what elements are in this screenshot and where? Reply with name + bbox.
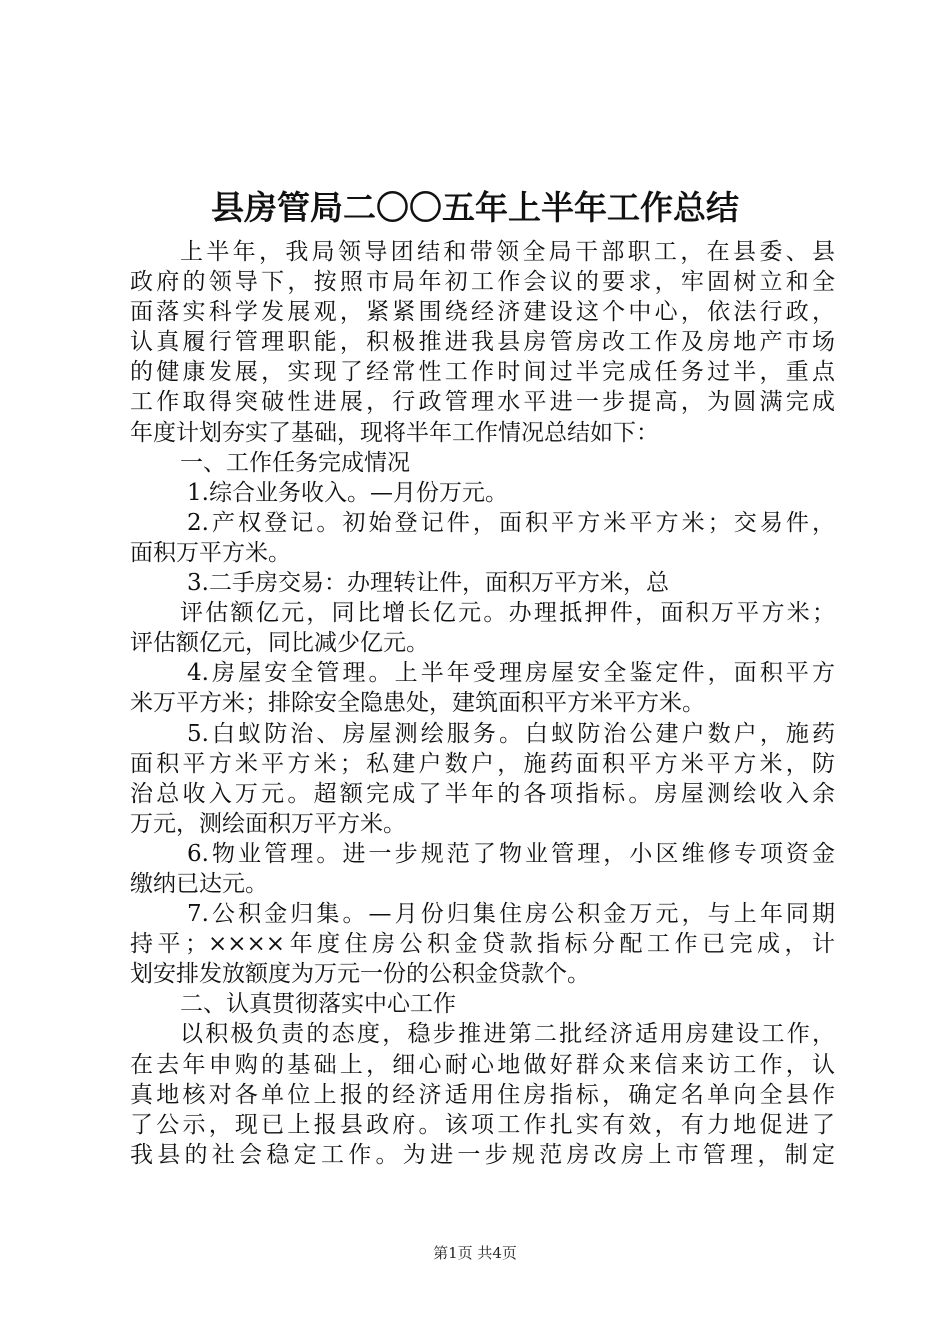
text-line: 米万平方米；排除安全隐患处，建筑面积平方米平方米。 — [130, 690, 705, 717]
text-line: 治总收入万元。超额完成了半年的各项指标。房屋测绘收入余 — [130, 780, 835, 807]
text-line: 缴纳已达元。 — [130, 870, 268, 897]
text-line: 评估额亿元，同比减少亿元。 — [130, 630, 429, 657]
text-line: 工作取得突破性进展，行政管理水平进一步提高，为圆满完成 — [130, 389, 835, 416]
text-line: 了公示，现已上报县政府。该项工作扎实有效，有力地促进了 — [130, 1111, 835, 1138]
text-line: 上半年，我局领导团结和带领全局干部职工，在县委、县 — [180, 239, 835, 265]
page-footer: 第1页 共4页 — [433, 1244, 517, 1262]
text-line: 二、认真贯彻落实中心工作 — [180, 991, 456, 1018]
text-line: 4.房屋安全管理。上半年受理房屋安全鉴定件，面积平方 — [187, 660, 835, 687]
text-line: 万元，测绘面积万平方米。 — [130, 810, 406, 837]
text-line: 年度计划夯实了基础，现将半年工作情况总结如下： — [130, 419, 659, 446]
text-line: 1.综合业务收入。—月份万元。 — [187, 479, 508, 506]
text-line: 在去年申购的基础上，细心耐心地做好群众来信来访工作，认 — [130, 1051, 835, 1078]
document-body — [130, 237, 835, 1170]
text-line: 评估额亿元，同比增长亿元。办理抵押件，面积万平方米； — [180, 600, 835, 627]
text-line: 6.物业管理。进一步规范了物业管理，小区维修专项资金 — [187, 840, 835, 867]
text-line: 面落实科学发展观，紧紧围绕经济建设这个中心，依法行政， — [130, 299, 835, 326]
text-line: 2.产权登记。初始登记件，面积平方米平方米；交易件， — [187, 509, 835, 536]
text-line: 7.公积金归集。—月份归集住房公积金万元，与上年同期 — [187, 901, 835, 928]
text-line: 一、工作任务完成情况 — [180, 449, 410, 476]
text-line: 5.白蚁防治、房屋测绘服务。白蚁防治公建户数户，施药 — [187, 720, 835, 747]
text-line: 以积极负责的态度，稳步推进第二批经济适用房建设工作， — [180, 1021, 835, 1048]
text-line: 认真履行管理职能，积极推进我县房管房改工作及房地产市场 — [130, 329, 835, 356]
text-line: 面积万平方米。 — [130, 539, 291, 566]
text-line: 3.二手房交易：办理转让件，面积万平方米，总 — [187, 570, 669, 597]
text-line: 真地核对各单位上报的经济适用住房指标，确定名单向全县作 — [130, 1081, 835, 1108]
text-line: 持平；××××年度住房公积金贷款指标分配工作已完成，计 — [130, 931, 835, 958]
text-line: 划安排发放额度为万元一份的公积金贷款个。 — [130, 961, 590, 988]
text-line: 我县的社会稳定工作。为进一步规范房改房上市管理，制定 — [130, 1141, 835, 1168]
text-line: 面积平方米平方米；私建户数户，施药面积平方米平方米，防 — [130, 750, 835, 777]
text-line: 的健康发展，实现了经常性工作时间过半完成任务过半，重点 — [130, 359, 835, 386]
text-line: 政府的领导下，按照市局年初工作会议的要求，牢固树立和全 — [130, 269, 835, 296]
document-title: 县房管局二〇〇五年上半年工作总结 — [211, 188, 739, 227]
